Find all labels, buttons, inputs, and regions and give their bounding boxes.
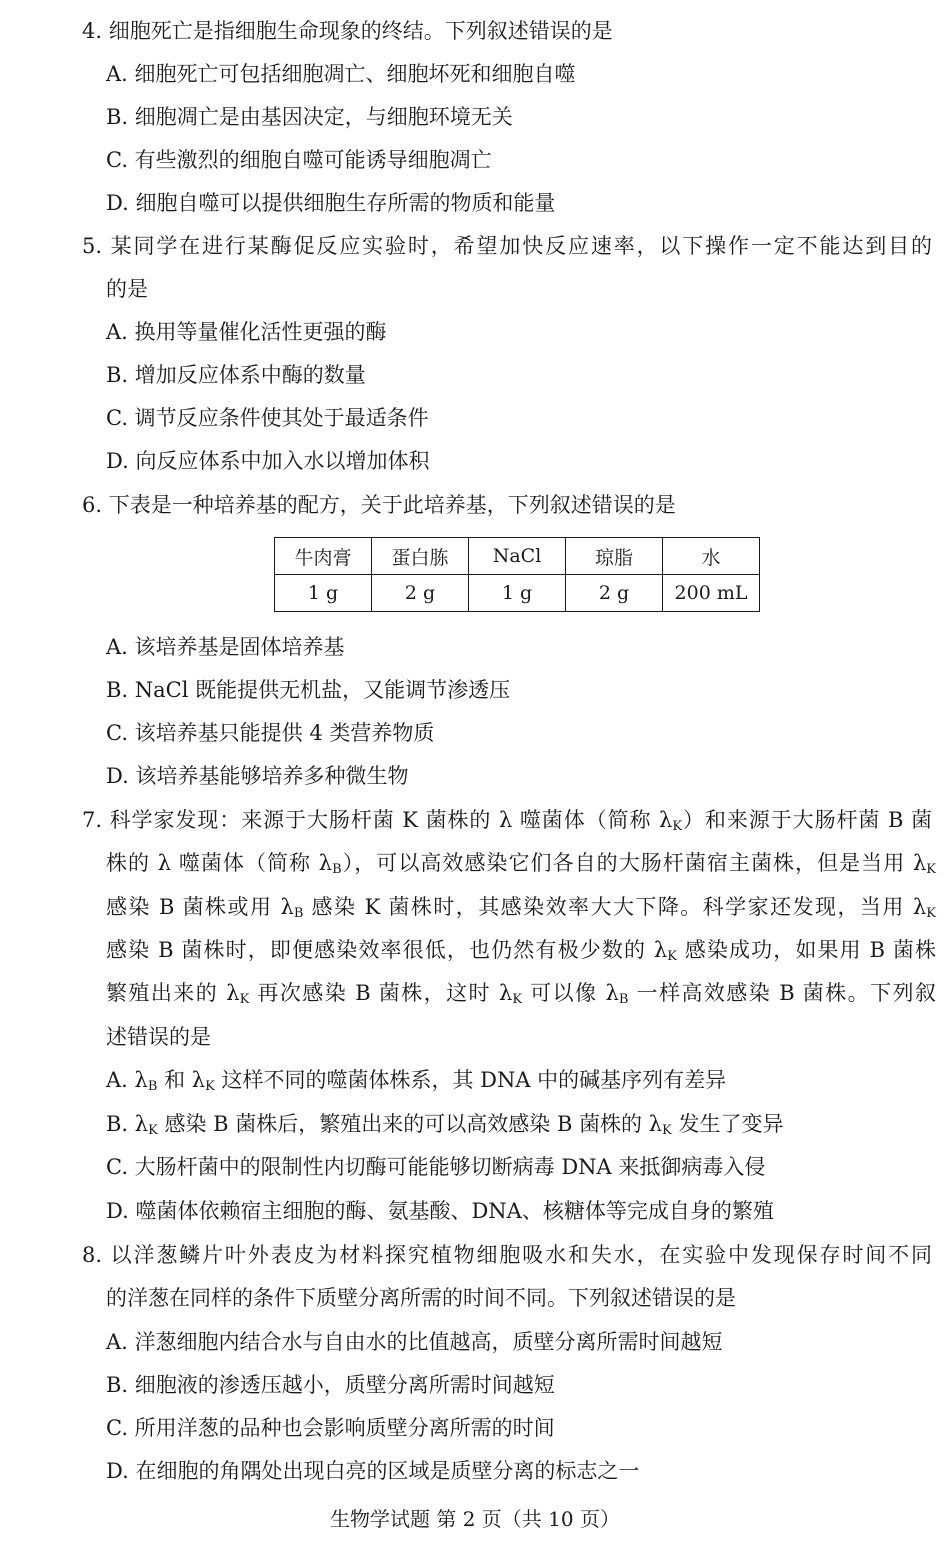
q7-option-c: C. 大肠杆菌中的限制性内切酶可能能够切断病毒 DNA 来抵御病毒入侵	[106, 1155, 766, 1179]
table-cell: 2 g	[372, 575, 469, 612]
q8-option-a: A. 洋葱细胞内结合水与自由水的比值越高，质壁分离所需时间越短	[106, 1330, 723, 1354]
table-header-cell: 琼脂	[566, 538, 663, 575]
q5-stem-line1: 5. 某同学在进行某酶促反应实验时，希望加快反应速率，以下操作一定不能达到目的	[82, 234, 932, 258]
q8-stem-line1: 8. 以洋葱鳞片叶外表皮为材料探究植物细胞吸水和失水，在实验中发现保存时间不同	[82, 1243, 932, 1267]
q8-stem-line2: 的洋葱在同样的条件下质壁分离所需的时间不同。下列叙述错误的是	[106, 1286, 736, 1310]
q5-option-a: A. 换用等量催化活性更强的酶	[106, 320, 387, 344]
table-row	[275, 575, 760, 612]
q6-option-c: C. 该培养基只能提供 4 类营养物质	[106, 721, 435, 745]
culture-medium-table	[274, 537, 760, 612]
q7-stem-line5: 繁殖出来的 $\lambda_K$ 再次感染 B 菌株，这时 $\lambda_K$ 可以像 $\lambda_B$ 一样高效感染 B 菌株。下列叙	[106, 981, 936, 1007]
q5-option-b: B. 增加反应体系中酶的数量	[106, 363, 366, 387]
q4-option-b: B. 细胞凋亡是由基因决定，与细胞环境无关	[106, 105, 513, 129]
q6-option-a: A. 该培养基是固体培养基	[106, 635, 345, 659]
q7-option-d: D. 噬菌体依赖宿主细胞的酶、氨基酸、DNA、核糖体等完成自身的繁殖	[106, 1199, 774, 1223]
q6-option-d: D. 该培养基能够培养多种微生物	[106, 764, 409, 788]
table-header-row	[275, 538, 760, 575]
q4-stem: 4. 细胞死亡是指细胞生命现象的终结。下列叙述错误的是	[82, 19, 613, 43]
q6-option-b: B. NaCl 既能提供无机盐，又能调节渗透压	[106, 678, 511, 702]
table-header-cell: 牛肉膏	[275, 538, 372, 575]
table-cell: 1 g	[469, 575, 566, 612]
q5-option-c: C. 调节反应条件使其处于最适条件	[106, 406, 429, 430]
q7-stem-line4: 感染 B 菌株时，即便感染效率很低，也仍然有极少数的 $\lambda_K$ 感染成功，如果用 B 菌株	[106, 938, 936, 964]
q8-option-b: B. 细胞液的渗透压越小，质壁分离所需时间越短	[106, 1373, 555, 1397]
q4-option-c: C. 有些激烈的细胞自噬可能诱导细胞凋亡	[106, 148, 492, 172]
page-footer: 生物学试题 第 2 页（共 10 页）	[330, 1507, 620, 1531]
q7-stem-line1: 7. 科学家发现：来源于大肠杆菌 K 菌株的 λ 噬菌体（简称 $\lambda_K$）和来源于大肠杆菌 B 菌	[82, 808, 932, 834]
q4-option-d: D. 细胞自噬可以提供细胞生存所需的物质和能量	[106, 191, 556, 215]
table-cell: 1 g	[275, 575, 372, 612]
table-header-cell: 蛋白胨	[372, 538, 469, 575]
q7-stem-line2: 株的 λ 噬菌体（简称 $\lambda_B$），可以高效感染它们各自的大肠杆菌宿主菌株，但是当用 $\lambda_K$	[106, 851, 936, 877]
q8-option-d: D. 在细胞的角隅处出现白亮的区域是质壁分离的标志之一	[106, 1459, 640, 1483]
q8-option-c: C. 所用洋葱的品种也会影响质壁分离所需的时间	[106, 1416, 555, 1440]
q7-stem-line6: 述错误的是	[106, 1025, 211, 1049]
q5-stem-line2: 的是	[106, 277, 148, 301]
q7-option-b: B. $\lambda_K$ 感染 B 菌株后，繁殖出来的可以高效感染 B 菌株的 $\lambda_K$ 发生了变异	[106, 1112, 784, 1138]
table-cell: 200 mL	[663, 575, 760, 612]
q7-option-a: A. $\lambda_B$ 和 $\lambda_K$ 这样不同的噬菌体株系，其 DNA 中的碱基序列有差异	[106, 1068, 727, 1094]
table-header-cell: 水	[663, 538, 760, 575]
q4-option-a: A. 细胞死亡可包括细胞凋亡、细胞坏死和细胞自噬	[106, 62, 576, 86]
table-header-cell: NaCl	[469, 538, 566, 575]
q6-stem: 6. 下表是一种培养基的配方，关于此培养基，下列叙述错误的是	[82, 493, 676, 517]
q5-option-d: D. 向反应体系中加入水以增加体积	[106, 449, 430, 473]
q7-stem-line3: 感染 B 菌株或用 $\lambda_B$ 感染 K 菌株时，其感染效率大大下降。科学家还发现，当用 $\lambda_K$	[106, 895, 936, 921]
table-cell: 2 g	[566, 575, 663, 612]
